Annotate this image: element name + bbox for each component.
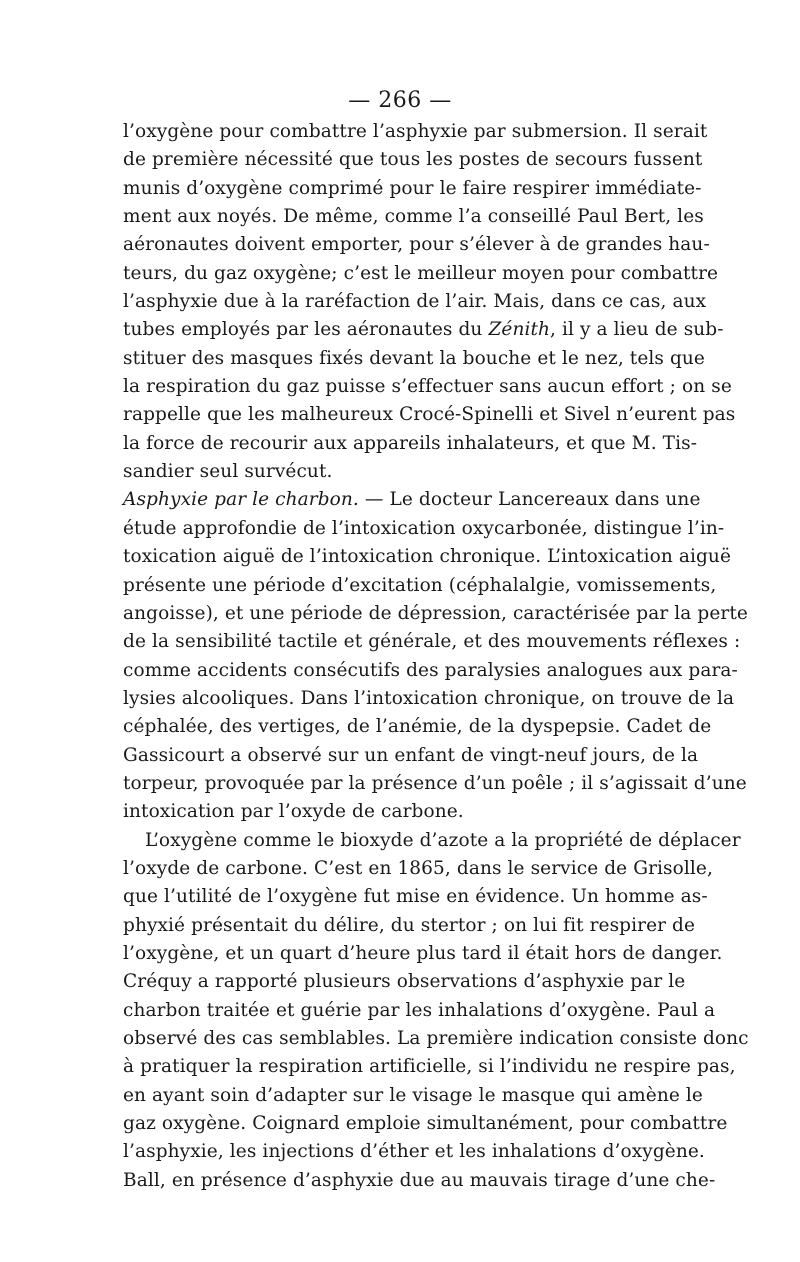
text-line: observé des cas semblables. La première indication consiste donc bbox=[123, 1028, 749, 1049]
text-line: la force de recourir aux appareils inhalateurs, et que M. Tis- bbox=[123, 432, 698, 454]
text-line: ment aux noyés. De même, comme l’a conseillé Paul Bert, les bbox=[123, 206, 704, 228]
text-line: la respiration du gaz puisse s’effectuer sans aucun effort ; on se bbox=[123, 376, 732, 398]
text-line: en ayant soin d’adapter sur le visage le masque qui amène le bbox=[123, 1084, 703, 1106]
text-line bbox=[123, 486, 701, 514]
text-line: lysies alcooliques. Dans l’intoxication chronique, on trouve de la bbox=[123, 687, 735, 709]
text-line: l’oxygène pour combattre l’asphyxie par submersion. Il serait bbox=[123, 121, 708, 142]
text-line: l’oxygène, et un quart d’heure plus tard il était hors de danger. bbox=[123, 942, 723, 964]
text-line: que l’utilité de l’oxygène fut mise en évidence. Un homme as- bbox=[123, 886, 708, 908]
italic-term: Zénith bbox=[488, 319, 551, 341]
text-line: teurs, du gaz oxygène; c’est le meilleur moyen pour combattre bbox=[123, 262, 719, 284]
text-line: stituer des masques fixés devant la bouche et le nez, tels que bbox=[123, 347, 705, 369]
text-line: étude approfondie de l’intoxication oxycarbonée, distingue l’in- bbox=[123, 517, 725, 539]
text-line: l’asphyxie, les injections d’éther et les inhalations d’oxygène. bbox=[123, 1141, 705, 1163]
italic-term: Asphyxie par le charbon. bbox=[123, 489, 359, 511]
text-line: phyxié présentait du délire, du stertor ; on lui fit respirer de bbox=[123, 914, 696, 936]
text-line: à pratiquer la respiration artificielle, si l’individu ne respire pas, bbox=[123, 1056, 736, 1078]
text-line: intoxication par l’oxyde de carbone. bbox=[123, 801, 464, 823]
text-line: L’oxygène comme le bioxyde d’azote a la propriété de déplacer bbox=[145, 829, 741, 851]
text-segment: tubes employés par les aéronautes du bbox=[123, 319, 489, 341]
page-number: — 266 — bbox=[348, 88, 452, 113]
text-line bbox=[123, 316, 724, 344]
text-line: de première nécessité que tous les postes de secours fussent bbox=[123, 149, 703, 171]
text-line: torpeur, provoquée par la présence d’un poêle ; il s’agissait d’une bbox=[123, 772, 747, 794]
text-line: Ball, en présence d’asphyxie due au mauvais tirage d’une che- bbox=[123, 1169, 716, 1191]
text-line: sandier seul survécut. bbox=[123, 461, 333, 483]
text-line: munis d’oxygène comprimé pour le faire respirer immédiate- bbox=[123, 177, 702, 199]
text-line: Créquy a rapporté plusieurs observations d’asphyxie par le bbox=[123, 971, 686, 993]
text-segment: — Le docteur Lancereaux dans une bbox=[358, 489, 701, 511]
text-line: l’asphyxie due à la raréfaction de l’air. Mais, dans ce cas, aux bbox=[123, 291, 707, 313]
text-line: céphalée, des vertiges, de l’anémie, de la dyspepsie. Cadet de bbox=[123, 716, 712, 738]
text-line: aéronautes doivent emporter, pour s’élever à de grandes hau- bbox=[123, 234, 710, 256]
text-segment: , il y a lieu de sub- bbox=[550, 319, 724, 341]
text-line: charbon traitée et guérie par les inhalations d’oxygène. Paul a bbox=[123, 999, 716, 1021]
text-line: comme accidents consécutifs des paralysies analogues aux para- bbox=[123, 659, 738, 681]
text-line: présente une période d’excitation (céphalalgie, vomissements, bbox=[123, 574, 717, 596]
text-line: gaz oxygène. Coignard emploie simultanément, pour combattre bbox=[123, 1113, 728, 1135]
text-line: angoisse), et une période de dépression, caractérisée par la perte bbox=[123, 602, 748, 624]
body-text bbox=[123, 118, 749, 1195]
text-line: l’oxyde de carbone. C’est en 1865, dans le service de Grisolle, bbox=[123, 857, 713, 879]
text-line: de la sensibilité tactile et générale, et des mouvements réflexes : bbox=[123, 631, 741, 653]
text-line: toxication aiguë de l’intoxication chronique. L’intoxication aiguë bbox=[123, 546, 731, 568]
text-line: rappelle que les malheureux Crocé-Spinelli et Sivel n’eurent pas bbox=[123, 404, 736, 426]
text-line: Gassicourt a observé sur un enfant de vingt-neuf jours, de la bbox=[123, 744, 699, 766]
